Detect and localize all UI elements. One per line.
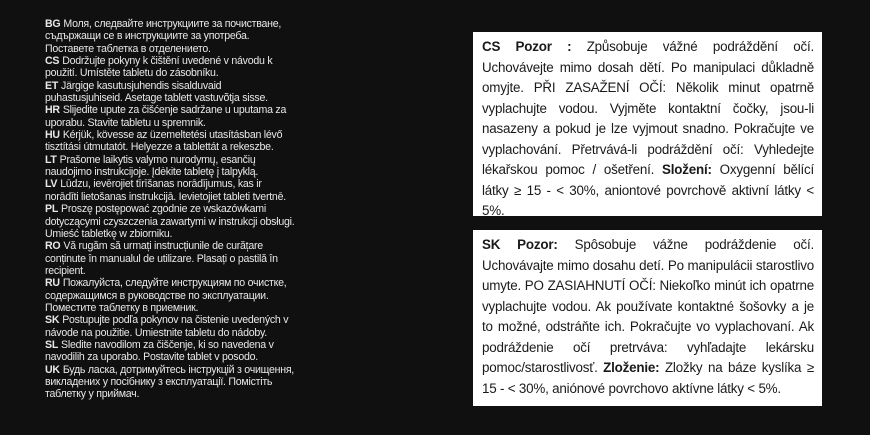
cs-composition-text: Oxygenní bělící látky ≥ 15 - < 30%, aniontové povrchově aktivní látky < 5%.: [482, 162, 815, 218]
lang-entry-ro: [45, 240, 295, 277]
cs-warning-heading: CS Pozor :: [482, 39, 572, 54]
lang-entry-pl: [45, 203, 295, 240]
lang-code: SL: [45, 338, 59, 351]
lang-entry-hr: [45, 104, 295, 129]
lang-code: HR: [45, 104, 60, 117]
lang-entry-lv: [45, 178, 295, 203]
lang-entry-ru: [45, 277, 295, 314]
lang-code: LV: [45, 178, 58, 191]
lang-entry-lt: [45, 154, 295, 179]
sk-warning-box: [473, 230, 822, 406]
lang-text: Postupujte podľa pokynov na čistenie uvedených v návode na použitie. Umiestnite tabletu do nádoby.: [45, 314, 289, 339]
lang-text: Slijedite upute za čišćenje sadržane u uputama za uporabu. Stavite tabletu u spremnik.: [45, 104, 287, 129]
lang-text: Dodržujte pokyny k čištění uvedené v návodu k použití. Umístěte tabletu do zásobníku.: [45, 55, 273, 80]
lang-text: Järgige kasutusjuhendis sisalduvaid puhastusjuhiseid. Asetage tablett vastuvõtja sisse.: [45, 79, 268, 105]
lang-text: Prašome laikytis valymo nurodymų, esančių naudojimo instrukcijoje. Įdėkite tabletę į talpyklą.: [45, 153, 259, 179]
cs-warning-box: [473, 32, 822, 216]
sk-warning-body: Spôsobuje vážne podráždenie očí. Uchovávajte mimo dosahu detí. Po manipulácii starostlivo umyte. PO ZASIAHNUTÍ OČÍ: Niekoľko minút ich opatrne vyplachujte vodou. Ak používate kontaktné šošovky a je to možné, odstráňte ich. Pokračujte vo vyplachovaní. Ak podráždenie očí pretrváva: vyhľadajte lekársku pomoc/starostlivosť.: [482, 237, 814, 375]
lang-text: Lūdzu, ievērojiet tīrīšanas norādījumus, kas ir norādīti lietošanas instrukcijā. Ievietojiet tableti tvertnē.: [45, 178, 286, 203]
lang-text: Vă rugăm să urmați instrucțiunile de curățare conținute în manualul de utilizare. Plasați o pastilă în recipient.: [45, 240, 278, 277]
lang-text: Будь ласка, дотримуйтесь інструкцій з очищення, викладених у посібнику з експлуатації. Помістіть таблетку у приймач.: [45, 363, 294, 401]
lang-entry-uk: [45, 364, 295, 401]
lang-code: SK: [45, 314, 60, 327]
sk-composition-label: Zloženie:: [603, 360, 660, 375]
lang-text: Proszę postępować zgodnie ze wskazówkami dotyczącymi czyszczenia zawartymi w instrukcji obsługi. Umieść tabletkę w zbiorniku.: [45, 203, 295, 240]
cs-composition-label: Složení:: [662, 162, 712, 177]
lang-entry-sl: [45, 339, 295, 364]
lang-entry-et: [45, 80, 295, 105]
lang-code: RU: [45, 277, 60, 290]
lang-entry-bg: [45, 18, 295, 55]
lang-text: Sledite navodilom za čiščenje, ki so navedena v navodilih za uporabo. Postavite tablet v posodo.: [45, 338, 274, 364]
lang-code: BG: [45, 18, 61, 30]
lang-code: PL: [45, 203, 59, 216]
lang-text: Пожалуйста, следуйте инструкциям по очистке, содержащимся в руководстве по эксплуатации. Поместите таблетку в приемник.: [45, 277, 287, 314]
lang-entry-sk: [45, 314, 295, 339]
sk-warning-heading: SK Pozor:: [482, 237, 558, 252]
lang-entry-cs: [45, 55, 295, 80]
lang-code: LT: [45, 153, 57, 166]
lang-code: HU: [45, 129, 60, 142]
lang-code: UK: [45, 363, 60, 376]
lang-text: Моля, следвайте инструкциите за почистване, съдържащи се в инструкциите за употреба. Поставете таблетка в отделението.: [45, 18, 282, 55]
cs-warning-body: Způsobuje vážné podráždění očí. Uchovávejte mimo dosah dětí. Po manipulaci důkladně omyjte. PŘI ZASAŽENÍ OČÍ: Několik minut opatrně vyplachujte vodou. Vyjměte kontaktní čočky, jsou-li nasazeny a pokud je lze vyjmout snadno. Pokračujte ve vyplachování. Přetrvává-li podráždění očí: Vyhledejte lékařskou pomoc / ošetření.: [482, 39, 814, 177]
lang-code: RO: [45, 240, 61, 253]
sk-composition-text: Zložky na báze kyslíka ≥ 15 - < 30%, aniónové povrchovo aktívne látky < 5%.: [482, 360, 814, 396]
multilingual-instructions: [45, 18, 295, 401]
lang-code: ET: [45, 79, 59, 92]
lang-text: Kérjük, kövesse az üzemeltetési utasításban lévő tisztítási útmutatót. Helyezze a tablettát a rekeszbe.: [45, 129, 283, 154]
lang-code: CS: [45, 55, 60, 68]
lang-entry-hu: [45, 129, 295, 154]
